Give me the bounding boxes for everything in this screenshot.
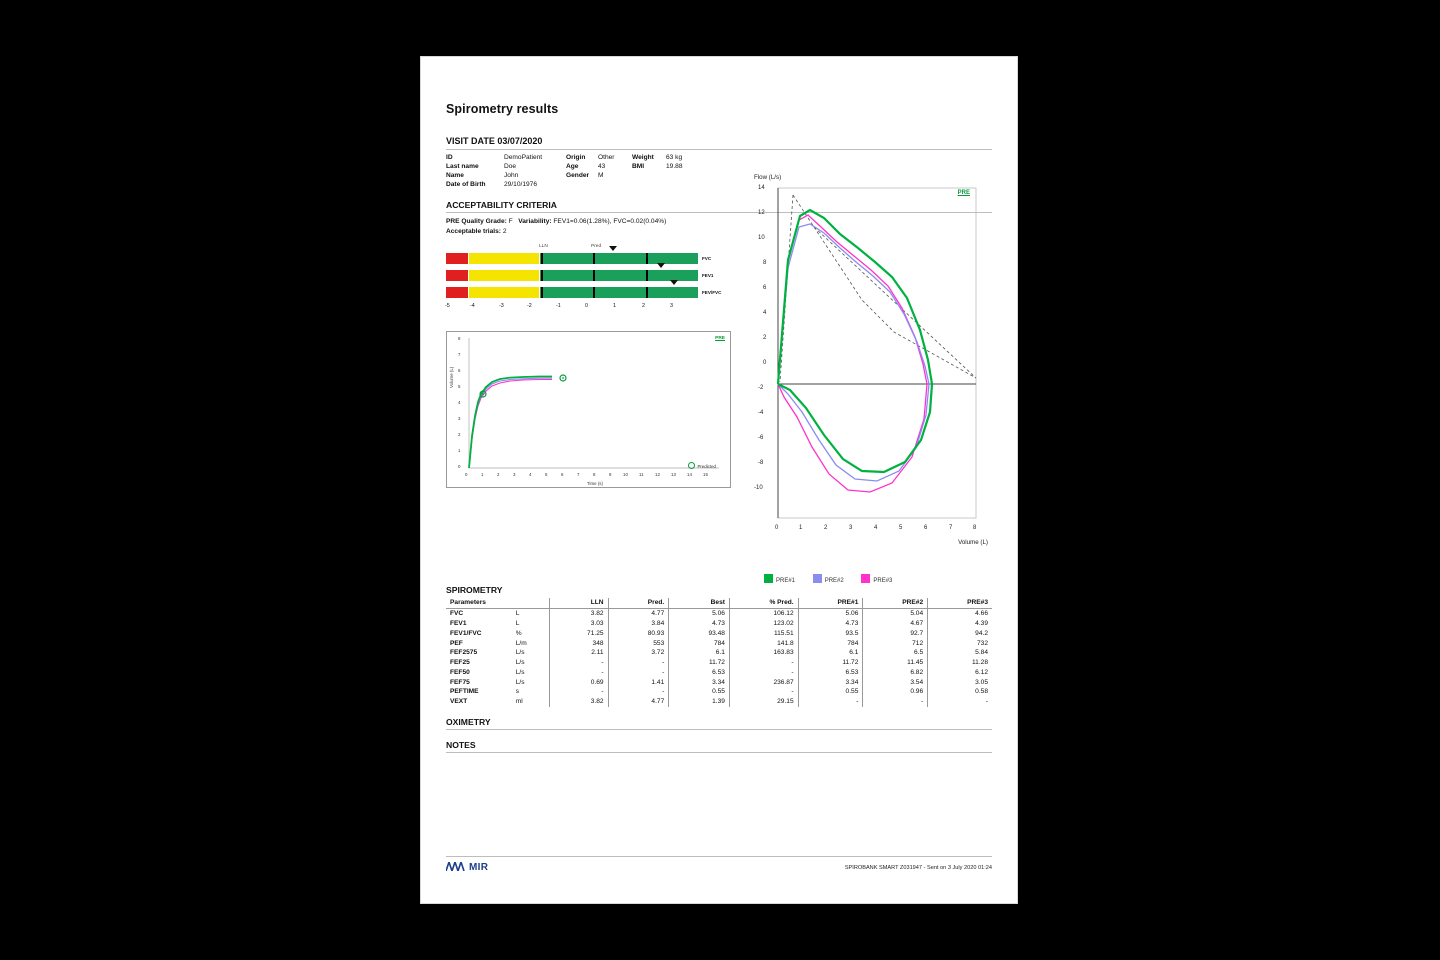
weight-label: Weight	[632, 154, 654, 161]
table-row	[446, 162, 712, 171]
cell-best: 0.55	[669, 687, 730, 697]
vt-x-tick: 1	[481, 472, 484, 478]
vt-x-tick: 7	[577, 472, 580, 478]
gender-label: Gender	[566, 172, 590, 179]
divider	[446, 149, 992, 150]
vt-x-tick: 9	[609, 472, 612, 478]
fv-x-tick: 5	[899, 525, 903, 531]
fv-x-tick: 3	[849, 525, 853, 531]
cell-lln: 2.11	[549, 648, 608, 658]
axis-tick: 0	[585, 303, 588, 310]
bar-label-fev1: FEV1	[702, 273, 714, 279]
cell-parameter: FEF2575	[450, 649, 478, 657]
cell-parameter: FEV1	[450, 619, 467, 627]
fv-y-tick: 4	[763, 310, 767, 316]
legend-item-pre1	[764, 574, 795, 584]
col-pre1: PRE#1	[798, 598, 863, 608]
fv-y-tick: -8	[758, 460, 764, 466]
table-row	[446, 648, 992, 658]
cell-pre3: 5.84	[928, 648, 992, 658]
table-row	[446, 180, 712, 189]
cell-pre2: 6.82	[863, 667, 928, 677]
cell-pre3: 732	[928, 638, 992, 648]
cell-pred: 553	[608, 638, 669, 648]
variability-value: FEV1=0.06(1.28%), FVC=0.02(0.04%)	[553, 218, 667, 225]
fv-y-tick: -10	[754, 485, 763, 491]
bar-label-fvc: FVC	[702, 256, 712, 262]
cell-parameter: FEV1/FVC	[450, 629, 482, 637]
cell-best: 6.53	[669, 667, 730, 677]
cell-parameter: PEF	[450, 639, 463, 647]
table-row	[446, 153, 712, 162]
cell-pre3: 0.58	[928, 687, 992, 697]
cell-pre2: 11.45	[863, 658, 928, 668]
axis-tick: 2	[642, 303, 645, 310]
name-label: Name	[446, 172, 464, 179]
cell-pred: 80.93	[608, 628, 669, 638]
cell-pre3: 94.2	[928, 628, 992, 638]
vt-x-tick: 11	[639, 472, 644, 478]
fv-x-tick: 2	[824, 525, 828, 531]
cell-best: 6.1	[669, 648, 730, 658]
table-row	[446, 658, 992, 668]
vt-legend-label: Predicted	[697, 464, 716, 470]
page-title: Spirometry results	[446, 102, 559, 116]
vt-x-tick: 4	[529, 472, 532, 478]
fv-y-tick: 0	[763, 360, 767, 366]
fv-x-tick: 6	[924, 525, 928, 531]
acceptability-heading: ACCEPTABILITY CRITERIA	[446, 200, 557, 210]
legend-label: PRE#2	[824, 578, 844, 584]
cell-best: 3.34	[669, 677, 730, 687]
notes-heading: NOTES	[446, 739, 476, 750]
cell-parameter: FEF25	[450, 659, 470, 667]
dob-value: 29/10/1976	[504, 181, 538, 188]
cell-pred: -	[608, 658, 669, 668]
cell-pre1: 5.06	[798, 608, 863, 618]
cell-pct-pred: 106.12	[729, 608, 798, 618]
lln-marker-label: LLN	[539, 244, 548, 250]
fv-y-tick: 10	[758, 235, 765, 241]
table-row	[446, 697, 992, 707]
fv-y-tick: -2	[758, 385, 764, 391]
vt-legend	[688, 462, 716, 469]
spirometry-heading: SPIROMETRY	[446, 585, 503, 595]
col-pre3: PRE#3	[928, 598, 992, 608]
legend-swatch-icon	[764, 574, 773, 583]
vt-x-tick: 0	[465, 472, 468, 478]
cell-pre1: 4.73	[798, 619, 863, 629]
axis-tick: -3	[499, 303, 504, 310]
cell-pct-pred: 236.87	[729, 677, 798, 687]
vt-y-tick: 0	[458, 464, 461, 470]
table-row	[446, 638, 992, 648]
cell-pre3: 11.28	[928, 658, 992, 668]
cell-pred: 1.41	[608, 677, 669, 687]
bar-row-fev1	[446, 270, 698, 281]
axis-tick: -5	[445, 303, 450, 310]
legend-label: PRE#1	[776, 578, 796, 584]
cell-parameter: FVC	[450, 610, 464, 618]
patient-info-table	[446, 153, 712, 189]
legend-item-pre2	[813, 574, 844, 584]
vt-x-tick: 15	[703, 472, 708, 478]
fv-x-tick: 8	[973, 525, 977, 531]
col-pred: Pred.	[608, 598, 669, 608]
cell-pre3: 4.66	[928, 608, 992, 618]
vt-y-axis-label: Volume (L)	[449, 366, 454, 389]
divider	[446, 729, 992, 730]
fv-pre-badge: PRE	[957, 190, 970, 196]
cell-pre3: 6.12	[928, 667, 992, 677]
cell-pre2: -	[863, 697, 928, 707]
col-lln: LLN	[549, 598, 608, 608]
table-header-row	[446, 598, 992, 608]
visit-date: VISIT DATE 03/07/2020	[446, 136, 543, 146]
cell-pre2: 3.54	[863, 677, 928, 687]
cell-unit: %	[515, 629, 522, 637]
vt-x-tick: 2	[497, 472, 500, 478]
legend-swatch-icon	[861, 574, 870, 583]
divider	[446, 752, 992, 753]
fv-y-tick: -6	[758, 435, 764, 441]
document-footer	[446, 856, 992, 873]
cell-best: 4.73	[669, 619, 730, 629]
col-best: Best	[669, 598, 730, 608]
cell-pct-pred: 141.8	[729, 638, 798, 648]
cell-pre3: -	[928, 697, 992, 707]
vt-x-tick: 10	[623, 472, 628, 478]
volume-time-chart	[446, 331, 731, 488]
fv-plot	[744, 182, 992, 554]
cell-pct-pred: 163.83	[729, 648, 798, 658]
cell-pred: -	[608, 687, 669, 697]
origin-label: Origin	[566, 154, 586, 161]
table-row	[446, 687, 992, 697]
col-units	[514, 598, 549, 608]
cell-lln: -	[549, 658, 608, 668]
lastname-label: Last name	[446, 163, 479, 170]
cell-pre2: 92.7	[863, 628, 928, 638]
cell-pct-pred: -	[729, 667, 798, 677]
vt-y-tick: 5	[458, 384, 461, 390]
variability-label: Variability:	[518, 218, 552, 225]
vt-x-tick: 12	[655, 472, 660, 478]
fv-y-tick: 14	[758, 185, 765, 191]
vt-y-tick: 6	[458, 368, 461, 374]
gender-value: M	[598, 172, 604, 179]
cell-best: 11.72	[669, 658, 730, 668]
spirometry-section	[446, 585, 992, 753]
legend-swatch-icon	[813, 574, 822, 583]
vt-x-tick: 3	[513, 472, 516, 478]
col-parameters: Parameters	[446, 598, 514, 608]
axis-tick: -4	[470, 303, 475, 310]
lastname-value: Doe	[504, 163, 517, 170]
cell-pre3: 4.39	[928, 619, 992, 629]
cell-unit: L	[515, 610, 520, 618]
bar-label-fev-fvc: FEV/FVC	[702, 290, 722, 296]
flow-volume-chart	[744, 174, 992, 584]
cell-pre1: 0.55	[798, 687, 863, 697]
quality-grade-label: PRE Quality Grade:	[446, 218, 507, 225]
cell-best: 93.48	[669, 628, 730, 638]
origin-value: Other	[598, 154, 615, 161]
mir-logo	[446, 862, 488, 873]
cell-pre2: 4.67	[863, 619, 928, 629]
cell-pre1: -	[798, 697, 863, 707]
cell-pre1: 784	[798, 638, 863, 648]
table-row	[446, 667, 992, 677]
cell-parameter: VEXT	[450, 698, 468, 706]
cell-pre1: 3.34	[798, 677, 863, 687]
table-row	[446, 619, 992, 629]
id-value: DemoPatient	[504, 154, 543, 161]
vt-x-tick: 6	[561, 472, 564, 478]
fv-y-axis-title: Flow (L/s)	[754, 174, 782, 181]
axis-tick: 1	[613, 303, 616, 310]
vt-y-tick: 1	[458, 448, 461, 454]
fv-y-tick: -4	[758, 410, 764, 416]
table-row	[446, 628, 992, 638]
axis-tick: 3	[670, 303, 673, 310]
cell-best: 5.06	[669, 608, 730, 618]
marker-triangle-fev1	[657, 263, 665, 268]
vt-y-tick: 4	[458, 400, 461, 406]
fv-x-tick: 7	[949, 525, 953, 531]
fv-x-tick: 4	[874, 525, 878, 531]
cell-pre1: 6.1	[798, 648, 863, 658]
vt-x-tick: 5	[545, 472, 548, 478]
cell-pre3: 3.05	[928, 677, 992, 687]
dob-label: Date of Birth	[446, 181, 486, 188]
col-pct-pred: % Pred.	[729, 598, 798, 608]
vt-y-tick: 8	[458, 336, 461, 342]
acceptability-bars	[446, 245, 742, 319]
weight-value: 63 kg	[666, 154, 683, 161]
cell-lln: 3.82	[549, 608, 608, 618]
fv-y-tick: 12	[758, 210, 765, 216]
pred-marker-label: Pred	[591, 244, 602, 250]
cell-lln: 348	[549, 638, 608, 648]
cell-pct-pred: -	[729, 658, 798, 668]
age-label: Age	[566, 163, 579, 170]
cell-lln: 0.69	[549, 677, 608, 687]
col-pre2: PRE#2	[863, 598, 928, 608]
cell-unit: ml	[515, 698, 523, 706]
fv-y-tick: 2	[763, 335, 767, 341]
cell-pct-pred: -	[729, 687, 798, 697]
cell-parameter: FEF75	[450, 678, 470, 686]
trials-value: 2	[502, 227, 507, 235]
cell-pre1: 6.53	[798, 667, 863, 677]
cell-pred: -	[608, 667, 669, 677]
document-body	[446, 102, 992, 862]
cell-unit: L/s	[515, 659, 525, 667]
cell-pred: 4.77	[608, 608, 669, 618]
cell-lln: -	[549, 687, 608, 697]
cell-pre1: 11.72	[798, 658, 863, 668]
id-label: ID	[446, 154, 453, 161]
vt-y-tick: 2	[458, 432, 461, 438]
legend-item-pre3	[861, 574, 892, 584]
vt-x-tick: 8	[593, 472, 596, 478]
predicted-marker-icon	[688, 462, 695, 469]
marker-triangle-fvc	[609, 246, 617, 251]
axis-tick: -1	[556, 303, 561, 310]
cell-pct-pred: 123.02	[729, 619, 798, 629]
fv-y-tick: 8	[763, 260, 767, 266]
cell-pre2: 5.04	[863, 608, 928, 618]
table-row	[446, 677, 992, 687]
table-row	[446, 171, 712, 180]
cell-lln: 3.03	[549, 619, 608, 629]
cell-best: 784	[669, 638, 730, 648]
marker-triangle-fev-fvc	[670, 280, 678, 285]
fv-legend	[764, 574, 908, 584]
cell-unit: L	[515, 619, 520, 627]
cell-unit: L/s	[515, 668, 525, 676]
quality-grade-value: F	[508, 218, 513, 225]
vt-pre-badge: PRE	[715, 336, 725, 342]
cell-best: 1.39	[669, 697, 730, 707]
spirometry-table	[446, 598, 992, 707]
legend-label: PRE#3	[873, 578, 893, 584]
cell-unit: s	[515, 688, 520, 696]
age-value: 43	[598, 163, 606, 170]
cell-pre2: 0.96	[863, 687, 928, 697]
cell-unit: L/s	[515, 678, 525, 686]
cell-lln: -	[549, 667, 608, 677]
fv-x-tick: 1	[799, 525, 803, 531]
mir-mark-icon	[446, 862, 466, 871]
footer-meta: SPIROBANK SMART Z031947 - Sent on 3 July 2020 01:24	[844, 864, 992, 871]
cell-lln: 3.82	[549, 697, 608, 707]
vt-x-tick: 14	[687, 472, 692, 478]
cell-pct-pred: 29.15	[729, 697, 798, 707]
cell-pred: 3.72	[608, 648, 669, 658]
fv-y-tick: 6	[763, 285, 767, 291]
document-page	[421, 57, 1017, 903]
divider	[446, 856, 992, 857]
cell-pred: 3.84	[608, 619, 669, 629]
oximetry-heading: OXIMETRY	[446, 716, 491, 727]
cell-pre1: 93.5	[798, 628, 863, 638]
vt-y-tick: 7	[458, 352, 461, 358]
table-row	[446, 608, 992, 618]
name-value: John	[504, 172, 519, 179]
cell-pre2: 712	[863, 638, 928, 648]
vt-x-axis-label: Time (s)	[587, 481, 603, 487]
cell-pred: 4.77	[608, 697, 669, 707]
cell-lln: 71.25	[549, 628, 608, 638]
cell-parameter: FEF50	[450, 668, 470, 676]
vt-x-tick: 13	[671, 472, 676, 478]
cell-unit: L/s	[515, 649, 525, 657]
trials-label: Acceptable trials:	[446, 227, 501, 235]
bar-row-fev-fvc	[446, 287, 698, 298]
fv-x-axis-title: Volume (L)	[958, 539, 988, 546]
axis-tick: -2	[527, 303, 532, 310]
cell-pre2: 6.5	[863, 648, 928, 658]
cell-parameter: PEFTIME	[450, 688, 479, 696]
vt-y-tick: 3	[458, 416, 461, 422]
bmi-value: 19.88	[666, 163, 683, 170]
bmi-label: BMI	[632, 163, 645, 170]
fv-x-tick: 0	[775, 525, 779, 531]
cell-pct-pred: 115.51	[729, 628, 798, 638]
mir-logo-text: MIR	[469, 862, 489, 873]
cell-unit: L/m	[515, 639, 527, 647]
